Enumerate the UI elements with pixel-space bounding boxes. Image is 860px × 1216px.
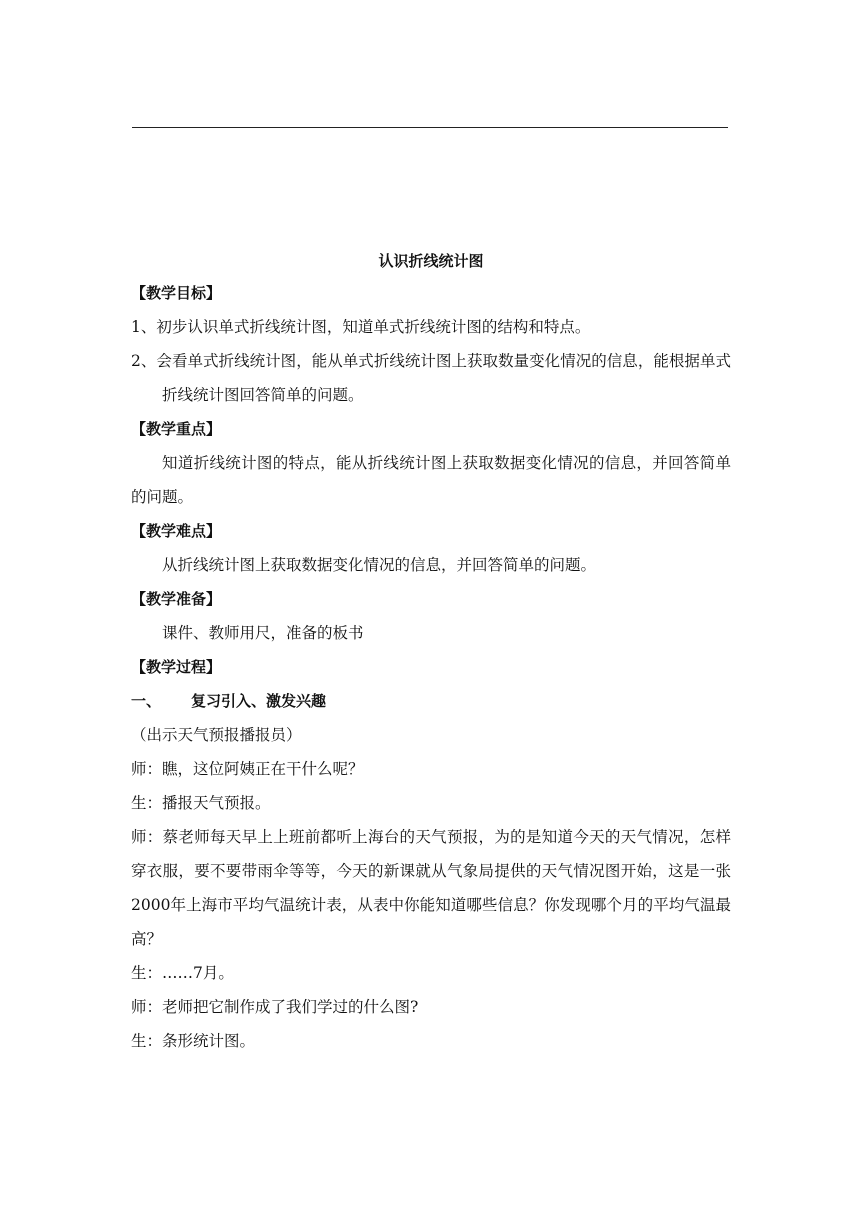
dialogue-line: 生：条形统计图。 (131, 1032, 256, 1050)
difficulty-heading: 【教学难点】 (131, 522, 222, 540)
part-1-heading (131, 684, 731, 718)
dialogue-line: 师：蔡老师每天早上上班前都听上海台的天气预报，为的是知道今天的天气情况，怎样穿衣服，要不要带雨伞等等，今天的新课就从气象局提供的天气情况图开始，这是一张2000年上海市平均气温统计表，从表中你能知道哪些信息？你发现哪个月的平均气温最高？ (131, 828, 731, 948)
goal-item-1: 1、初步认识单式折线统计图，知道单式折线统计图的结构和特点。 (131, 318, 591, 336)
document-title: 认识折线统计图 (378, 252, 484, 270)
part-1-title: 复习引入、激发兴趣 (191, 692, 327, 710)
key-points-text: 知道折线统计图的特点，能从折线统计图上获取数据变化情况的信息，并回答简单的问题。 (131, 454, 731, 506)
document-body (131, 246, 731, 1058)
goal-item-2: 2、会看单式折线统计图，能从单式折线统计图上获取数量变化情况的信息，能根据单式折线统计图回答简单的问题。 (131, 352, 731, 404)
part-1-number: 一、 (131, 692, 162, 710)
dialogue-line: 生：……7月。 (131, 964, 234, 982)
difficulty-text: 从折线统计图上获取数据变化情况的信息，并回答简单的问题。 (162, 556, 597, 574)
process-heading: 【教学过程】 (131, 658, 222, 676)
preparation-heading: 【教学准备】 (131, 590, 222, 608)
dialogue-line: 生：播报天气预报。 (131, 794, 271, 812)
preparation-text: 课件、教师用尺，准备的板书 (162, 624, 364, 642)
goals-heading: 【教学目标】 (131, 284, 222, 302)
key-points-heading: 【教学重点】 (131, 420, 222, 438)
dialogue-line: （出示天气预报播报员） (131, 726, 302, 744)
dialogue-line: 师：老师把它制作成了我们学过的什么图? (131, 998, 419, 1016)
header-rule (132, 127, 728, 128)
dialogue-line: 师：瞧，这位阿姨正在干什么呢？ (131, 760, 364, 778)
